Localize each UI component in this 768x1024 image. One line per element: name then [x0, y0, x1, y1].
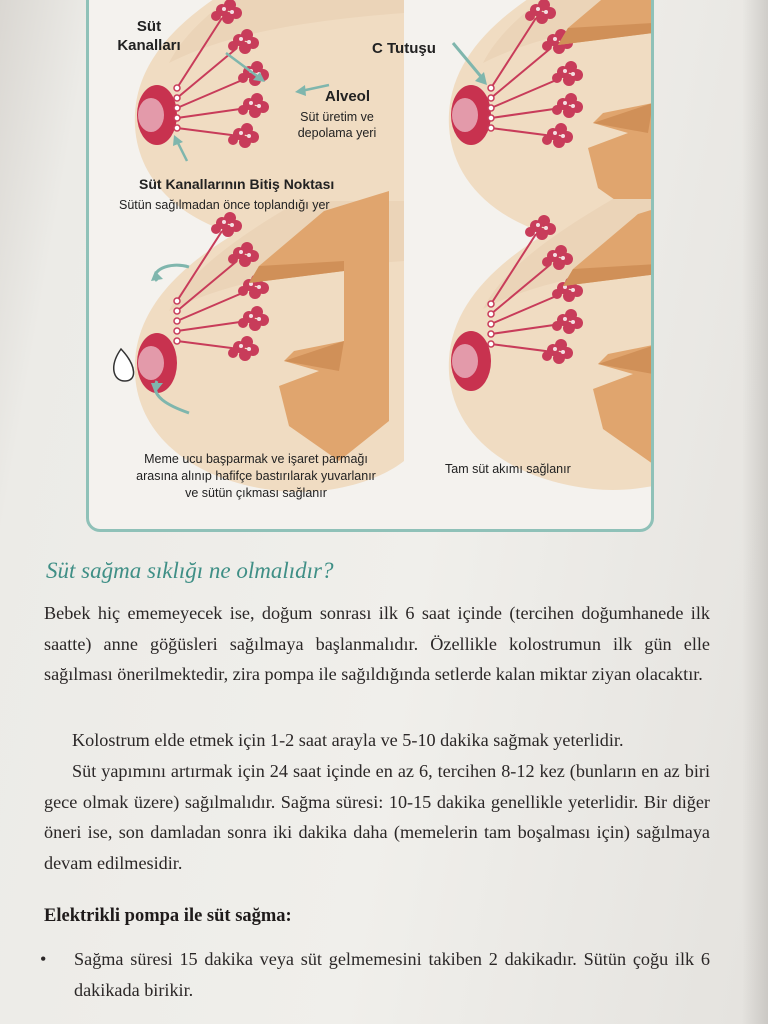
panel-compress-roll	[114, 191, 404, 492]
caption-full-flow: Tam süt akımı sağlanır	[445, 462, 571, 476]
section-heading: Süt sağma sıklığı ne olmalıdır?	[46, 558, 334, 583]
paragraph-2: Kolostrum elde etmek için 1-2 saat arayla ve 5-10 dakika sağmak yeterlidir.	[72, 730, 624, 750]
subheading-electric-pump: Elektrikli pompa ile süt sağma:	[44, 906, 292, 926]
paragraph-1: Bebek hiç ememeyecek ise, doğum sonrası ilk 6 saat içinde (tercihen doğumhanede ilk saatte) anne göğüsleri sağılmaya başlanmalıdır. Özellikle kolostrumun ilk gün elle sağılması önerilmektedir, zira pompa ile sağıldığında setlerde kalan miktar ziyan olacaktır.	[44, 603, 710, 684]
label-alveolus-desc: Süt üretim ve depolama yeri	[297, 110, 377, 140]
label-c-hold: C Tutuşu	[372, 40, 436, 57]
page-edge-shadow	[742, 0, 768, 1024]
bullet-text: Sağma süresi 15 dakika veya süt gelmemesini takiben 2 dakikadır. Sütün çoğu ilk 6 dakikada birikir.	[74, 949, 710, 1000]
label-duct-end-desc: Sütün sağılmadan önce toplandığı yer	[119, 198, 330, 212]
figure-illustration	[89, 0, 651, 529]
milk-drop-icon	[114, 349, 134, 381]
paragraph-3: Süt yapımını artırmak için 24 saat içinde en az 6, tercihen 8-12 kez (bunların en az biri gece olmak üzere) sağılmalıdır. Sağma süresi: 10-15 dakika genellikle yeterlidir. Bir diğer öneri ise, son damladan sonra iki dakika daha (memelerin tam boşalması için) sağılmaya devam edilmesidir.	[44, 761, 710, 873]
label-milk-ducts: Süt Kanalları	[117, 18, 181, 54]
caption-compress-roll: Meme ucu başparmak ve işaret parmağı arasına alınıp hafifçe bastırılarak yuvarlanır ve sütün çıkması sağlanır	[136, 452, 376, 500]
breast-milk-expression-figure	[86, 0, 654, 532]
label-alveolus: Alveol	[325, 88, 371, 105]
panel-full-flow	[449, 194, 651, 490]
label-duct-end: Süt Kanallarının Bitiş Noktası	[139, 176, 335, 192]
bullet-icon: •	[40, 949, 47, 969]
